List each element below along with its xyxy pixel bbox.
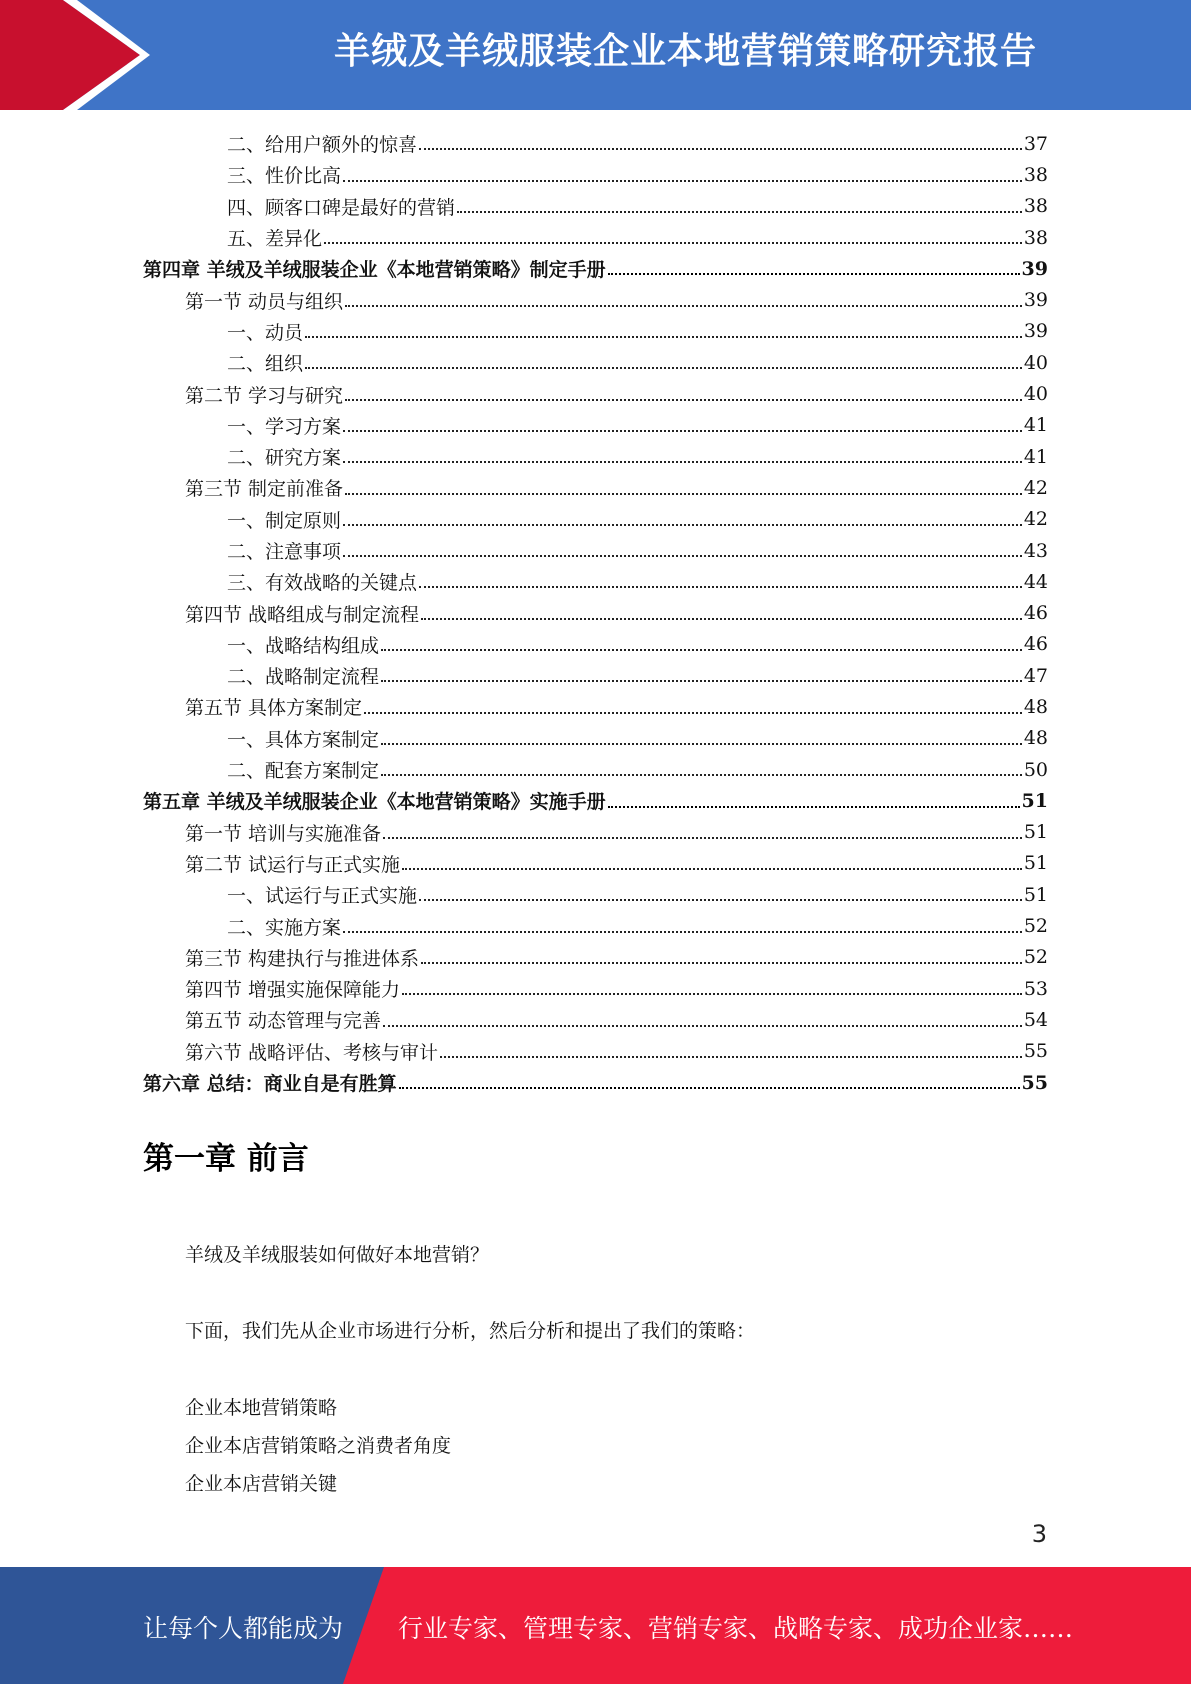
toc-page-number: 54 [1023,1008,1048,1031]
chapter-title: 第一章 前言 [143,1141,309,1177]
toc-subsection-entry[interactable] [143,222,1048,253]
paragraph-intro: 下面，我们先从企业市场进行分析，然后分析和提出了我们的策略： [185,1320,756,1342]
toc-dot-leader [381,773,1022,776]
toc-entry-title: 第四节 战略组成与制定流程 [185,603,420,626]
toc-entry-title: 一、制定原则 [227,509,342,532]
toc-dot-leader [343,554,1022,557]
toc-entry-title: 二、组织 [227,353,304,376]
toc-page-number: 40 [1023,351,1048,374]
toc-page-number: 39 [1023,289,1048,312]
toc-dot-leader [399,1086,1020,1089]
toc-dot-leader [381,648,1022,651]
toc-section-entry[interactable] [143,848,1048,879]
toc-page-number: 55 [1021,1071,1048,1094]
toc-entry-title: 第四章 羊绒及羊绒服装企业《本地营销策略》制定手册 [143,259,606,282]
toc-section-entry[interactable] [143,973,1048,1004]
toc-dot-leader [457,210,1022,213]
footer-slogan-right: 行业专家、管理专家、营销专家、战略专家、成功企业家…… [398,1614,1074,1643]
toc-entry-title: 第二节 学习与研究 [185,384,344,407]
toc-page-number: 38 [1023,163,1048,186]
toc-subsection-entry[interactable] [143,910,1048,941]
toc-subsection-entry[interactable] [143,191,1048,222]
toc-chapter-entry[interactable] [143,785,1048,816]
toc-chapter-entry[interactable] [143,253,1048,284]
toc-entry-title: 第六章 总结：商业自是有胜算 [143,1073,397,1096]
toc-section-entry[interactable] [143,817,1048,848]
toc-subsection-entry[interactable] [143,441,1048,472]
toc-entry-title: 第二节 试运行与正式实施 [185,853,401,876]
toc-page-number: 41 [1023,414,1048,437]
toc-dot-leader [419,585,1022,588]
toc-dot-leader [324,241,1022,244]
report-title: 羊绒及羊绒服装企业本地营销策略研究报告 [333,31,1037,72]
list-item-consumer-angle: 企业本店营销策略之消费者角度 [185,1435,452,1457]
toc-page-number: 38 [1023,195,1048,218]
toc-dot-leader [383,836,1022,839]
toc-section-entry[interactable] [143,1004,1048,1035]
toc-subsection-entry[interactable] [143,504,1048,535]
toc-page-number: 37 [1023,132,1048,155]
footer-slogan-left: 让每个人都能成为 [143,1614,344,1643]
toc-entry-title: 二、配套方案制定 [227,760,380,783]
toc-dot-leader [383,1024,1022,1027]
toc-page-number: 55 [1023,1040,1048,1063]
toc-entry-title: 二、研究方案 [227,447,342,470]
toc-entry-title: 四、顾客口碑是最好的营销 [227,196,456,219]
toc-entry-title: 第五章 羊绒及羊绒服装企业《本地营销策略》实施手册 [143,791,606,814]
toc-entry-title: 第三节 制定前准备 [185,478,344,501]
toc-section-entry[interactable] [143,284,1048,315]
toc-entry-title: 第三节 构建执行与推进体系 [185,947,420,970]
toc-section-entry[interactable] [143,597,1048,628]
toc-section-entry[interactable] [143,472,1048,503]
toc-entry-title: 二、给用户额外的惊喜 [227,134,418,157]
page-header [0,0,1191,110]
toc-entry-title: 第五节 动态管理与完善 [185,1010,382,1033]
toc-page-number: 51 [1021,789,1048,812]
toc-entry-title: 一、具体方案制定 [227,728,380,751]
toc-dot-leader [608,805,1020,808]
table-of-contents [143,128,1048,1098]
toc-dot-leader [364,711,1022,714]
toc-entry-title: 第一节 动员与组织 [185,290,344,313]
toc-entry-title: 二、注意事项 [227,541,342,563]
toc-page-number: 52 [1023,915,1048,938]
toc-dot-leader [381,679,1022,682]
toc-entry-title: 第四节 增强实施保障能力 [185,979,401,1002]
toc-entry-title: 一、动员 [227,321,304,344]
toc-dot-leader [440,1055,1022,1058]
toc-subsection-entry[interactable] [143,660,1048,691]
toc-dot-leader [345,398,1022,401]
toc-page-number: 51 [1023,852,1048,875]
toc-subsection-entry[interactable] [143,347,1048,378]
toc-subsection-entry[interactable] [143,535,1048,566]
toc-page-number: 50 [1023,758,1048,781]
toc-entry-title: 第六节 战略评估、考核与审计 [185,1041,439,1064]
toc-dot-leader [305,366,1022,369]
toc-entry-title: 一、学习方案 [227,415,342,438]
red-arrow-decoration [0,0,150,110]
toc-dot-leader [343,179,1022,182]
toc-dot-leader [381,742,1022,745]
page-footer [0,1567,1191,1684]
toc-dot-leader [345,304,1022,307]
toc-entry-title: 第一节 培训与实施准备 [185,822,382,845]
toc-page-number: 52 [1023,946,1048,969]
toc-section-entry[interactable] [143,691,1048,722]
toc-page-number: 42 [1023,508,1048,531]
toc-page-number: 39 [1021,257,1048,280]
toc-subsection-entry[interactable] [143,316,1048,347]
toc-page-number: 48 [1023,695,1048,718]
toc-entry-title: 一、试运行与正式实施 [227,885,418,908]
toc-dot-leader [343,429,1022,432]
toc-dot-leader [343,523,1022,526]
toc-page-number: 51 [1023,883,1048,906]
toc-page-number: 41 [1023,445,1048,468]
toc-entry-title: 二、战略制定流程 [227,666,380,689]
toc-page-number: 48 [1023,727,1048,750]
toc-page-number: 47 [1023,664,1048,687]
toc-entry-title: 第五节 具体方案制定 [185,697,363,720]
toc-dot-leader [343,930,1022,933]
toc-dot-leader [305,335,1022,338]
page-number: 3 [1031,1520,1047,1548]
list-item-store-key: 企业本店营销关键 [185,1473,338,1495]
toc-section-entry[interactable] [143,942,1048,973]
toc-dot-leader [608,272,1020,275]
toc-subsection-entry[interactable] [143,879,1048,910]
toc-entry-title: 三、有效战略的关键点 [227,572,418,595]
toc-page-number: 46 [1023,633,1048,656]
list-item-local-strategy: 企业本地营销策略 [185,1397,338,1419]
toc-entry-title: 五、差异化 [227,228,323,251]
paragraph-question: 羊绒及羊绒服装如何做好本地营销？ [185,1244,490,1266]
toc-section-entry[interactable] [143,378,1048,409]
toc-section-entry[interactable] [143,1036,1048,1067]
toc-dot-leader [402,867,1022,870]
toc-page-number: 42 [1023,476,1048,499]
toc-entry-title: 一、战略结构组成 [227,634,380,657]
toc-page-number: 38 [1023,226,1048,249]
toc-page-number: 53 [1023,977,1048,1000]
toc-chapter-entry[interactable] [143,1067,1048,1098]
toc-page-number: 39 [1023,320,1048,343]
toc-page-number: 44 [1023,570,1048,593]
toc-page-number: 43 [1023,539,1048,562]
toc-dot-leader [402,992,1022,995]
toc-subsection-entry[interactable] [143,566,1048,597]
toc-subsection-entry[interactable] [143,629,1048,660]
toc-subsection-entry[interactable] [143,723,1048,754]
toc-entry-title: 二、实施方案 [227,916,342,939]
toc-page-number: 51 [1023,821,1048,844]
toc-entry-title: 三、性价比高 [227,165,342,188]
toc-page-number: 46 [1023,602,1048,625]
toc-subsection-entry[interactable] [143,159,1048,190]
toc-dot-leader [343,460,1022,463]
toc-dot-leader [345,492,1022,495]
toc-dot-leader [419,898,1022,901]
toc-dot-leader [419,147,1022,150]
toc-subsection-entry[interactable] [143,410,1048,441]
toc-subsection-entry[interactable] [143,128,1048,159]
toc-dot-leader [421,617,1022,620]
toc-subsection-entry[interactable] [143,754,1048,785]
toc-dot-leader [421,961,1022,964]
toc-page-number: 40 [1023,383,1048,406]
